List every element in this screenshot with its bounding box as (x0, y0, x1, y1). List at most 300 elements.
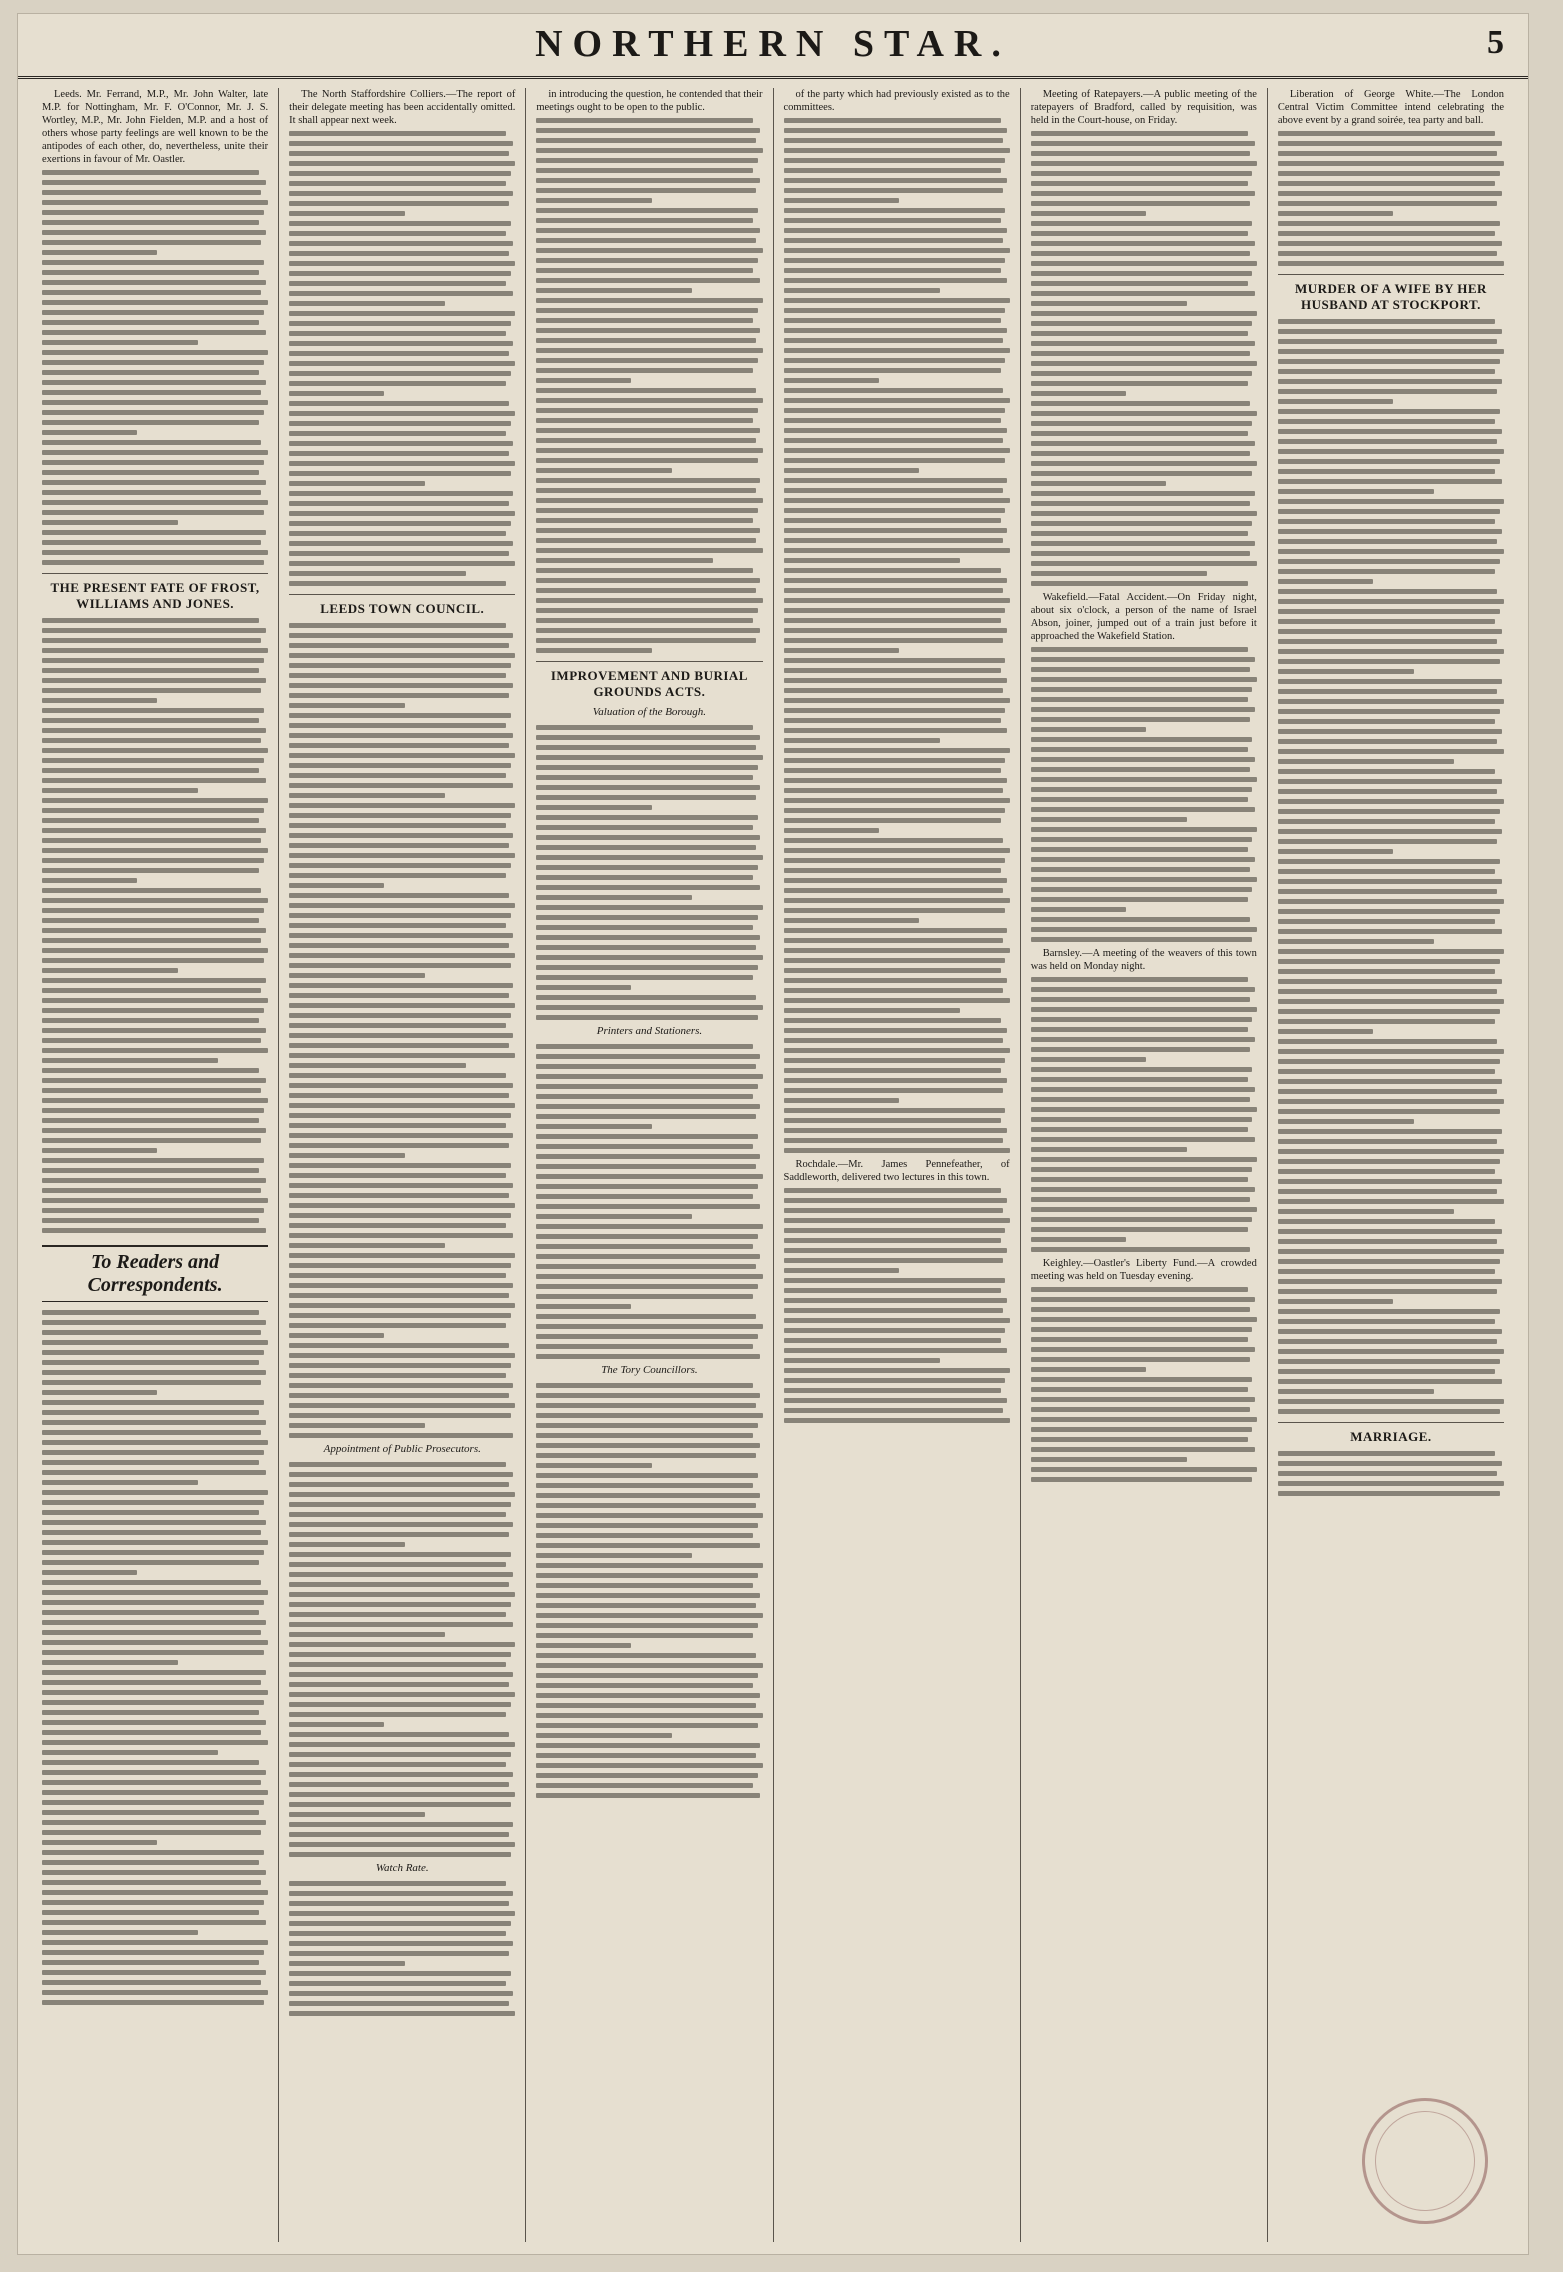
illegible-text-block (42, 1310, 268, 2005)
text-line (784, 398, 1010, 403)
text-line (536, 1423, 758, 1428)
text-line (784, 1288, 1001, 1293)
text-line (784, 968, 1001, 973)
text-line (784, 898, 1010, 903)
text-line (42, 1910, 259, 1915)
text-line (1278, 1029, 1373, 1034)
text-line (1278, 749, 1504, 754)
text-line (289, 1133, 513, 1138)
text-line (42, 330, 266, 335)
text-line (42, 978, 266, 983)
text-line (784, 1018, 1001, 1023)
text-line (289, 431, 506, 436)
text-line (42, 828, 266, 833)
text-line (1278, 1059, 1500, 1064)
text-line (42, 668, 259, 673)
text-line (289, 1941, 513, 1946)
text-line (42, 638, 261, 643)
text-line (42, 540, 261, 545)
text-line (536, 815, 758, 820)
text-line (536, 1693, 760, 1698)
text-line (784, 1058, 1006, 1063)
text-line (1278, 131, 1495, 136)
text-line (536, 508, 758, 513)
text-line (536, 1164, 755, 1169)
text-line (42, 1048, 268, 1053)
text-line (1278, 1299, 1393, 1304)
text-line (1031, 581, 1248, 586)
text-line (1278, 1039, 1497, 1044)
text-line (42, 1320, 266, 1325)
text-line (289, 1891, 513, 1896)
text-line (1278, 171, 1500, 176)
text-line (784, 1118, 1001, 1123)
text-line (42, 1940, 268, 1945)
text-line (42, 290, 261, 295)
text-line (289, 241, 513, 246)
text-line (289, 341, 513, 346)
text-line (1278, 369, 1495, 374)
text-line (536, 1783, 753, 1788)
illegible-text-block (42, 170, 268, 565)
text-line (289, 1772, 513, 1777)
text-line (1031, 1367, 1146, 1372)
text-line (1031, 221, 1253, 226)
text-line (784, 1248, 1008, 1253)
text-line (1031, 897, 1248, 902)
text-line (289, 281, 506, 286)
text-line (536, 258, 758, 263)
columns-container (32, 88, 1514, 2242)
text-line (784, 308, 1006, 313)
text-line (289, 1612, 506, 1617)
text-line (289, 1951, 508, 1956)
text-line (289, 421, 511, 426)
text-line (42, 1038, 261, 1043)
text-line (1278, 509, 1500, 514)
text-line (289, 863, 511, 868)
text-line (784, 128, 1008, 133)
illegible-text-block (1278, 319, 1504, 1414)
text-line (1031, 171, 1253, 176)
text-line (289, 1752, 511, 1757)
text-line (42, 1610, 259, 1615)
text-line (42, 250, 157, 255)
text-line (42, 430, 137, 435)
text-line (536, 518, 753, 523)
text-line (42, 1520, 266, 1525)
text-line (536, 1074, 762, 1079)
text-line (784, 118, 1001, 123)
text-line (42, 1650, 264, 1655)
text-line (536, 1593, 760, 1598)
text-line (784, 1008, 960, 1013)
text-line (536, 935, 760, 940)
text-line (289, 521, 511, 526)
text-line (42, 560, 264, 565)
text-line (1031, 481, 1167, 486)
text-line (1031, 707, 1255, 712)
text-line (784, 918, 920, 923)
text-line (1278, 151, 1497, 156)
text-line (536, 588, 755, 593)
text-line (1031, 301, 1187, 306)
text-line (1031, 1007, 1257, 1012)
text-line (784, 258, 1006, 263)
text-line (42, 1450, 264, 1455)
text-line (1278, 689, 1497, 694)
text-line (1031, 907, 1126, 912)
text-line (42, 1970, 266, 1975)
text-line (536, 288, 692, 293)
text-line (1278, 1219, 1495, 1224)
text-line (1278, 769, 1495, 774)
text-line (536, 1553, 692, 1558)
text-line (42, 1600, 264, 1605)
text-line (536, 208, 758, 213)
text-line (289, 191, 513, 196)
text-line (289, 1173, 506, 1178)
text-line (536, 1483, 753, 1488)
text-line (42, 1018, 259, 1023)
text-line (784, 1378, 1006, 1383)
text-line (42, 868, 259, 873)
text-line (1031, 1027, 1248, 1032)
text-line (289, 1991, 513, 1996)
text-line (1278, 479, 1502, 484)
text-line (289, 361, 515, 366)
text-line (536, 845, 755, 850)
text-line (1031, 391, 1126, 396)
text-line (536, 498, 762, 503)
text-line (1278, 759, 1454, 764)
text-line (784, 1208, 1003, 1213)
text-line (289, 983, 513, 988)
text-line (536, 228, 760, 233)
text-line (1031, 1297, 1255, 1302)
text-line (289, 1562, 506, 1567)
text-line (289, 1143, 508, 1148)
text-line (536, 1413, 762, 1418)
illegible-text-block (536, 725, 762, 1020)
text-line (42, 1108, 264, 1113)
text-line (42, 440, 261, 445)
text-line (536, 308, 758, 313)
text-line (536, 1054, 760, 1059)
text-line (1031, 571, 1207, 576)
text-line (289, 1253, 515, 1258)
illegible-text-block (289, 131, 515, 586)
text-line (784, 1338, 1001, 1343)
text-line (536, 1743, 760, 1748)
text-line (784, 1258, 1003, 1263)
text-line (1278, 519, 1495, 524)
text-line (1278, 929, 1502, 934)
text-line (42, 490, 261, 495)
text-line (1278, 1359, 1500, 1364)
text-line (289, 1273, 506, 1278)
text-line (1031, 521, 1253, 526)
text-line (784, 888, 1003, 893)
text-line (1031, 1427, 1253, 1432)
text-line (536, 1294, 753, 1299)
text-line (1278, 1309, 1500, 1314)
text-line (1031, 1197, 1250, 1202)
text-line (289, 1413, 511, 1418)
text-line (42, 918, 259, 923)
text-line (42, 1098, 268, 1103)
text-line (784, 908, 1006, 913)
text-line (1031, 161, 1257, 166)
text-line (42, 230, 266, 235)
text-line (536, 1703, 755, 1708)
text-line (1278, 859, 1500, 864)
text-line (784, 1078, 1008, 1083)
text-line (784, 598, 1010, 603)
text-line (1031, 1067, 1253, 1072)
text-line (289, 903, 515, 908)
text-line (536, 1473, 758, 1478)
text-line (784, 648, 899, 653)
text-line (1278, 879, 1502, 884)
text-line (289, 943, 508, 948)
text-line (1031, 1047, 1250, 1052)
text-line (1278, 699, 1504, 704)
text-line (536, 1513, 762, 1518)
text-line (42, 898, 268, 903)
text-line (289, 411, 515, 416)
text-line (784, 368, 1001, 373)
text-line (289, 481, 425, 486)
text-line (784, 208, 1006, 213)
text-line (784, 348, 1010, 353)
text-line (42, 1480, 198, 1485)
text-line (289, 1093, 508, 1098)
text-line (1031, 787, 1253, 792)
text-line (1031, 817, 1187, 822)
text-line (1278, 1209, 1454, 1214)
text-line (784, 338, 1003, 343)
text-line (289, 743, 508, 748)
newspaper-page (18, 14, 1528, 2254)
text-line (536, 1383, 753, 1388)
text-line (1278, 849, 1393, 854)
text-line (1278, 719, 1495, 724)
column-1 (32, 88, 279, 2242)
text-line (42, 1570, 137, 1575)
text-line (289, 1013, 511, 1018)
text-line (289, 853, 515, 858)
text-line (289, 1462, 506, 1467)
text-line (1031, 837, 1253, 842)
text-line (289, 301, 445, 306)
text-line (289, 883, 384, 888)
text-line (1031, 987, 1255, 992)
text-line (42, 1088, 261, 1093)
text-line (1278, 419, 1495, 424)
text-line (1031, 201, 1250, 206)
page-number: 5 (1487, 24, 1504, 61)
text-line (42, 1198, 268, 1203)
text-line (42, 1580, 261, 1585)
text-line (536, 1334, 758, 1339)
text-line (289, 1373, 506, 1378)
text-line (42, 658, 264, 663)
text-line (1031, 1287, 1248, 1292)
text-line (536, 118, 753, 123)
text-line (536, 248, 762, 253)
text-line (1031, 887, 1253, 892)
text-line (289, 1243, 445, 1248)
text-line (1278, 359, 1500, 364)
text-line (289, 1592, 515, 1597)
text-line (784, 608, 1006, 613)
text-line (42, 1410, 259, 1415)
text-line (42, 808, 264, 813)
text-line (1278, 789, 1497, 794)
text-line (1278, 569, 1495, 574)
illegible-text-block (784, 118, 1010, 1153)
text-line (536, 1064, 755, 1069)
text-line (1278, 1139, 1497, 1144)
illegible-text-block (42, 618, 268, 1233)
text-line (536, 528, 760, 533)
text-line (1278, 1169, 1495, 1174)
text-line (784, 848, 1010, 853)
text-line (42, 170, 259, 175)
text-line (289, 471, 511, 476)
text-line (784, 1308, 1003, 1313)
text-line (1278, 1189, 1497, 1194)
text-line (784, 1278, 1006, 1283)
text-line (536, 1284, 758, 1289)
text-line (536, 178, 760, 183)
text-line (42, 340, 198, 345)
text-line (536, 1663, 762, 1668)
text-line (784, 1348, 1008, 1353)
text-line (289, 1672, 513, 1677)
text-line (1031, 421, 1253, 426)
text-line (42, 1810, 259, 1815)
text-line (536, 895, 692, 900)
text-line (289, 1313, 511, 1318)
text-line (289, 1632, 445, 1637)
text-line (536, 348, 762, 353)
text-line (536, 328, 760, 333)
text-line (784, 708, 1006, 713)
text-line (289, 501, 508, 506)
text-line (784, 408, 1006, 413)
text-line (1031, 471, 1253, 476)
text-line (289, 1073, 506, 1078)
text-line (1031, 1247, 1250, 1252)
text-line (42, 390, 261, 395)
text-line (42, 1630, 261, 1635)
text-line (289, 531, 506, 536)
text-line (1031, 1107, 1257, 1112)
text-line (1278, 649, 1504, 654)
text-line (289, 1782, 508, 1787)
text-line (1278, 499, 1504, 504)
text-line (536, 418, 753, 423)
text-line (42, 370, 259, 375)
text-line (536, 1174, 762, 1179)
text-line (784, 428, 1008, 433)
text-line (784, 538, 1003, 543)
text-line (1278, 1451, 1495, 1456)
text-line (1278, 1399, 1504, 1404)
text-line (289, 1692, 515, 1697)
text-line (536, 1613, 762, 1618)
text-line (536, 218, 753, 223)
text-line (784, 1238, 1001, 1243)
text-line (289, 1283, 513, 1288)
text-line (42, 480, 266, 485)
text-line (42, 1840, 157, 1845)
text-line (42, 908, 264, 913)
text-line (289, 511, 515, 516)
text-line (42, 1470, 266, 1475)
text-line (42, 260, 264, 265)
text-line (42, 470, 259, 475)
text-line (42, 190, 261, 195)
text-line (1031, 877, 1257, 882)
text-line (42, 1870, 266, 1875)
text-line (289, 1353, 515, 1358)
text-line (1278, 191, 1502, 196)
text-line (536, 1573, 758, 1578)
text-line (1278, 959, 1500, 964)
text-line (289, 231, 506, 236)
text-line (536, 1793, 760, 1798)
text-line (289, 923, 506, 928)
text-line (289, 933, 513, 938)
text-line (784, 1198, 1008, 1203)
text-line (42, 1860, 259, 1865)
text-line (289, 261, 515, 266)
text-line (42, 678, 266, 683)
text-line (289, 1393, 508, 1398)
text-line (536, 298, 762, 303)
text-line (536, 448, 762, 453)
text-line (1031, 261, 1257, 266)
text-line (1278, 1279, 1502, 1284)
text-line (42, 1440, 268, 1445)
text-line (42, 1750, 218, 1755)
text-line (42, 948, 268, 953)
text-line (536, 1603, 755, 1608)
text-line (1031, 461, 1257, 466)
text-line (536, 1134, 758, 1139)
text-line (1031, 777, 1257, 782)
masthead (18, 14, 1528, 79)
text-line (536, 1204, 760, 1209)
text-line (1278, 211, 1393, 216)
text-line (42, 450, 268, 455)
text-line (289, 381, 506, 386)
text-line (1031, 757, 1255, 762)
text-line (289, 893, 508, 898)
text-line (1278, 449, 1504, 454)
text-line (42, 998, 268, 1003)
text-line (1031, 181, 1248, 186)
text-line (42, 1490, 268, 1495)
text-line (784, 488, 1003, 493)
text-line (42, 1068, 259, 1073)
text-line (289, 2001, 508, 2006)
illegible-text-block (1278, 131, 1504, 266)
text-line (536, 1274, 762, 1279)
